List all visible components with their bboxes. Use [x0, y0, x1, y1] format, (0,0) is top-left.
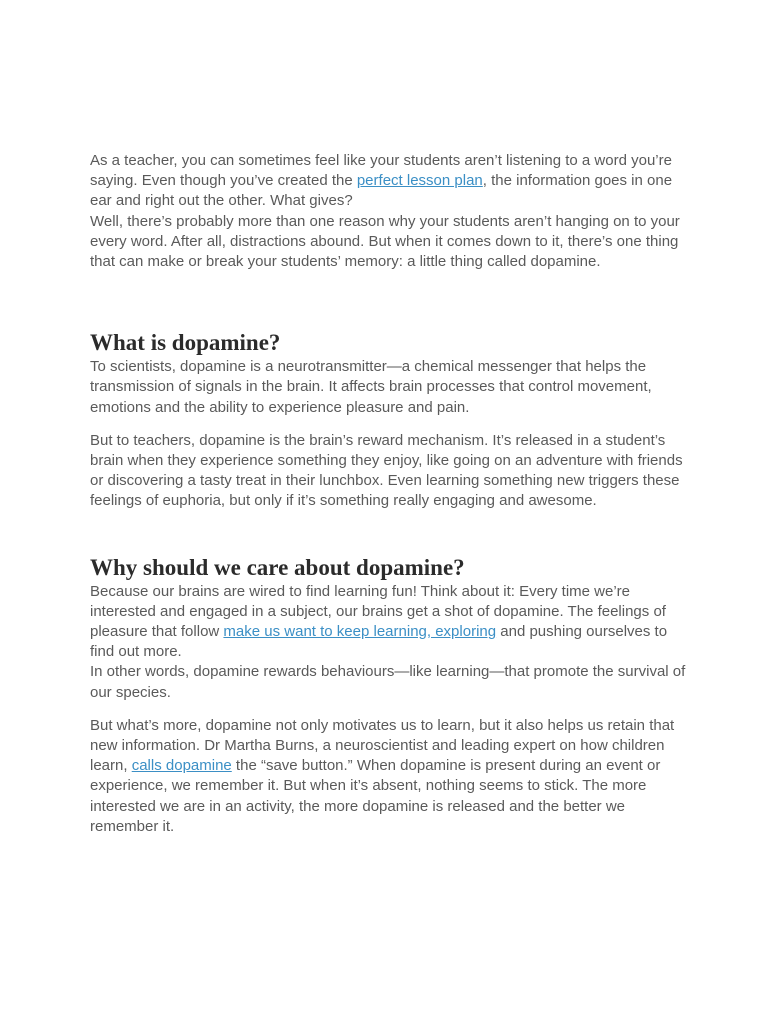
intro-paragraph-2: Well, there’s probably more than one reason why your students aren’t hanging on to your every word. After all, distractions abound. But when it comes down to it, there’s one thing that can make or break your students’ memory: a little thing called dopamine. — [90, 212, 680, 271]
section2-p3-text-before: But what’s more, dopamine not only motivates us to learn, but it also helps us retain that new information. Dr Martha Burns, a neuroscientist and leading expert on how children learn, — [90, 716, 675, 775]
intro-paragraph-1 — [90, 151, 690, 212]
perfect-lesson-plan-link[interactable]: perfect lesson plan — [356, 172, 483, 190]
spacer — [90, 512, 690, 554]
section2-paragraph-2: In other words, dopamine rewards behaviours—like learning—that promote the survival of our species. — [90, 663, 686, 701]
intro-p1-text-after: , the information goes in one ear and right out the other. What gives? — [90, 172, 673, 210]
section1-paragraph-2: But to teachers, dopamine is the brain’s reward mechanism. It’s released in a student’s brain when they experience something they enjoy, like going on an adventure with friends or discovering a tasty treat in their lunchbox. Even learning something new triggers these feelings of euphoria, but only if it’s something really engaging and awesome. — [90, 431, 683, 510]
spacer — [90, 703, 690, 716]
keep-learning-link[interactable]: make us want to keep learning, exploring — [223, 623, 497, 641]
section2-p1-text-after: and pushing ourselves to find out more. — [90, 623, 668, 661]
intro-p1-text-before: As a teacher, you can sometimes feel like your students aren’t listening to a word you’re saying. Even though you’ve created the — [90, 152, 672, 190]
spacer — [90, 272, 690, 329]
section-heading-why-care: Why should we care about dopamine? — [90, 554, 465, 580]
section2-paragraph-1 — [90, 582, 690, 663]
section1-paragraph-1: To scientists, dopamine is a neurotransmitter—a chemical messenger that helps the transmission of signals in the brain. It affects brain processes that control movement, emotions and the ability to experience pleasure and pain. — [90, 358, 652, 416]
section2-p1-text-before: Because our brains are wired to find learning fun! Think about it: Every time we’re interested and engaged in a subject, our brains get a shot of dopamine. The feelings of pleasure that follow — [90, 582, 666, 641]
article-body — [90, 151, 690, 837]
section2-p3-text-after: the “save button.” When dopamine is present during an event or experience, we remember it. But when it’s absent, nothing seems to stick. The more interested we are in an activity, the more dopamine is released and the better we remember it. — [90, 757, 661, 835]
section-heading-what-is-dopamine: What is dopamine? — [90, 330, 281, 356]
spacer — [90, 418, 690, 431]
section2-paragraph-3 — [90, 716, 690, 837]
calls-dopamine-link[interactable]: calls dopamine — [131, 757, 232, 775]
